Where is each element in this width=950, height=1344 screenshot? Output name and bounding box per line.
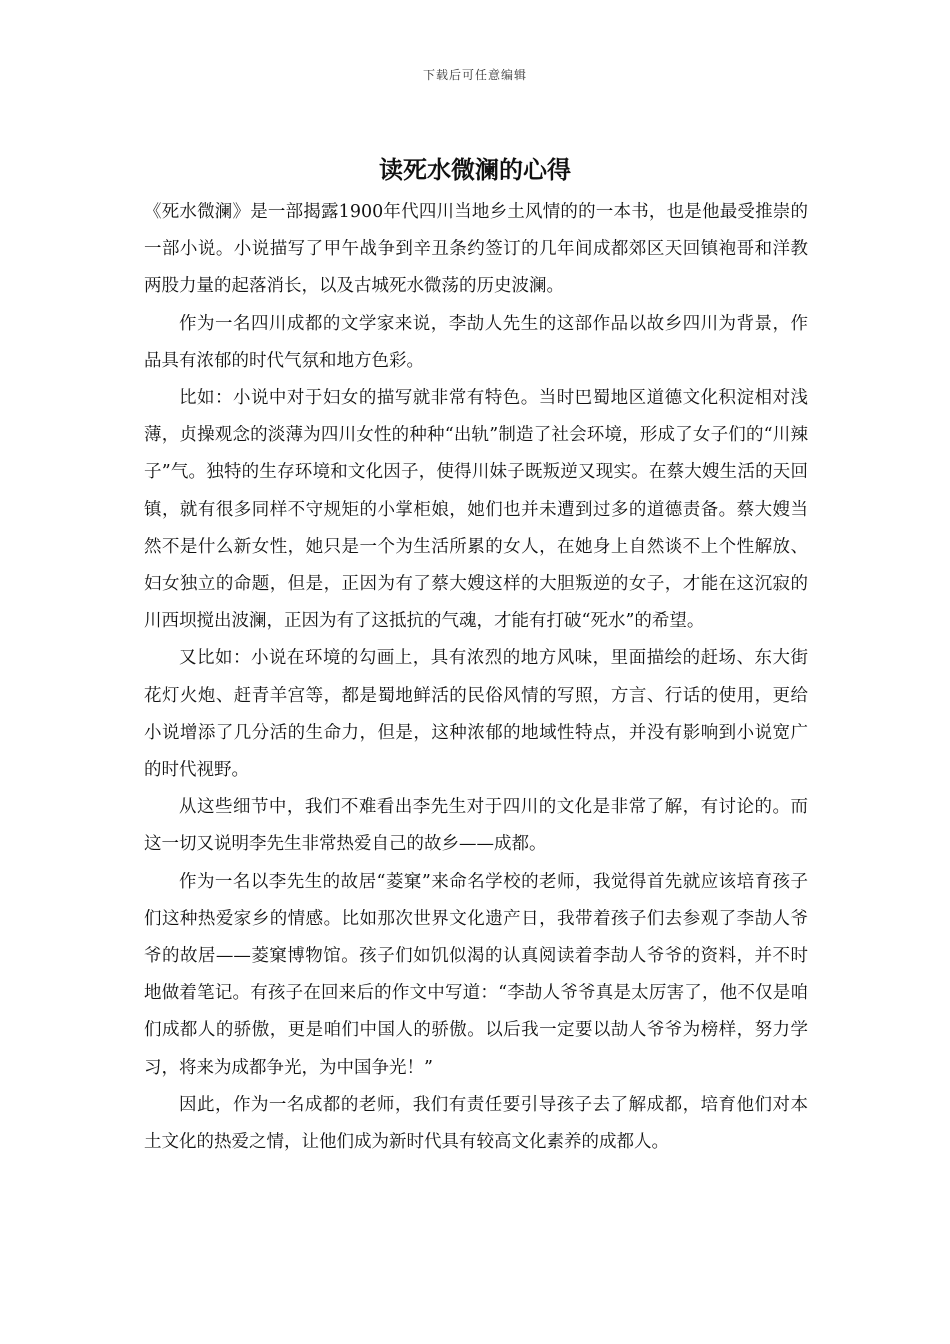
document-body xyxy=(144,194,808,1161)
paragraph-5: 从这些细节中，我们不难看出李先生对于四川的文化是非常了解，有讨论的。而这一切又说明李先生非常热爱自己的故乡——成都。 xyxy=(144,797,808,855)
paragraph-4: 又比如：小说在环境的勾画上，具有浓烈的地方风味，里面描绘的赶场、东大街花灯火炮、赶青羊宫等，都是蜀地鲜活的民俗风情的写照，方言、行话的使用，更给小说增添了几分活的生命力，但是，这种浓郁的地域性特点，并没有影响到小说宽广的时代视野。 xyxy=(144,648,808,781)
header-note: 下载后可任意编辑 xyxy=(422,68,527,82)
paragraph-1: 《死水微澜》是一部揭露1900年代四川当地乡土风情的的一本书，也是他最受推崇的一部小说。小说描写了甲午战争到辛丑条约签订的几年间成都郊区天回镇袍哥和洋教两股力量的起落消长，以及古城死水微荡的历史波澜。 xyxy=(144,202,808,297)
paragraph-3: 比如：小说中对于妇女的描写就非常有特色。当时巴蜀地区道德文化积淀相对浅薄，贞操观念的淡薄为四川女性的种种“出轨”制造了社会环境，形成了女子们的“川辣子”气。独特的生存环境和文化因子，使得川妹子既叛逆又现实。在蔡大嫂生活的天回镇，就有很多同样不守规矩的小掌柜娘，她们也并未遭到过多的道德责备。蔡大嫂当然不是什么新女性，她只是一个为生活所累的女人，在她身上自然谈不上个性解放、妇女独立的命题，但是，正因为有了蔡大嫂这样的大胆叛逆的女子，才能在这沉寂的川西坝搅出波澜，正因为有了这抵抗的气魂，才能有打破“死水”的希望。 xyxy=(144,388,808,632)
paragraph-7: 因此，作为一名成都的老师，我们有责任要引导孩子去了解成都，培育他们对本土文化的热爱之情，让他们成为新时代具有较高文化素养的成都人。 xyxy=(144,1094,808,1153)
paragraph-2: 作为一名四川成都的文学家来说，李劼人先生的这部作品以故乡四川为背景，作品具有浓郁的时代气氛和地方色彩。 xyxy=(144,313,808,371)
document-title: 读死水微澜的心得 xyxy=(379,155,571,184)
paragraph-6: 作为一名以李先生的故居“菱窠”来命名学校的老师，我觉得首先就应该培育孩子们这种热爱家乡的情感。比如那次世界文化遗产日，我带着孩子们去参观了李劼人爷爷的故居——菱窠博物馆。孩子们如饥似渴的认真阅读着李劼人爷爷的资料，并不时地做着笔记。有孩子在回来后的作文中写道：“李劼人爷爷真是太厉害了，他不仅是咱们成都人的骄傲，更是咱们中国人的骄傲。以后我一定要以劼人爷爷为榜样，努力学习，将来为成都争光，为中国争光！” xyxy=(144,871,808,1078)
